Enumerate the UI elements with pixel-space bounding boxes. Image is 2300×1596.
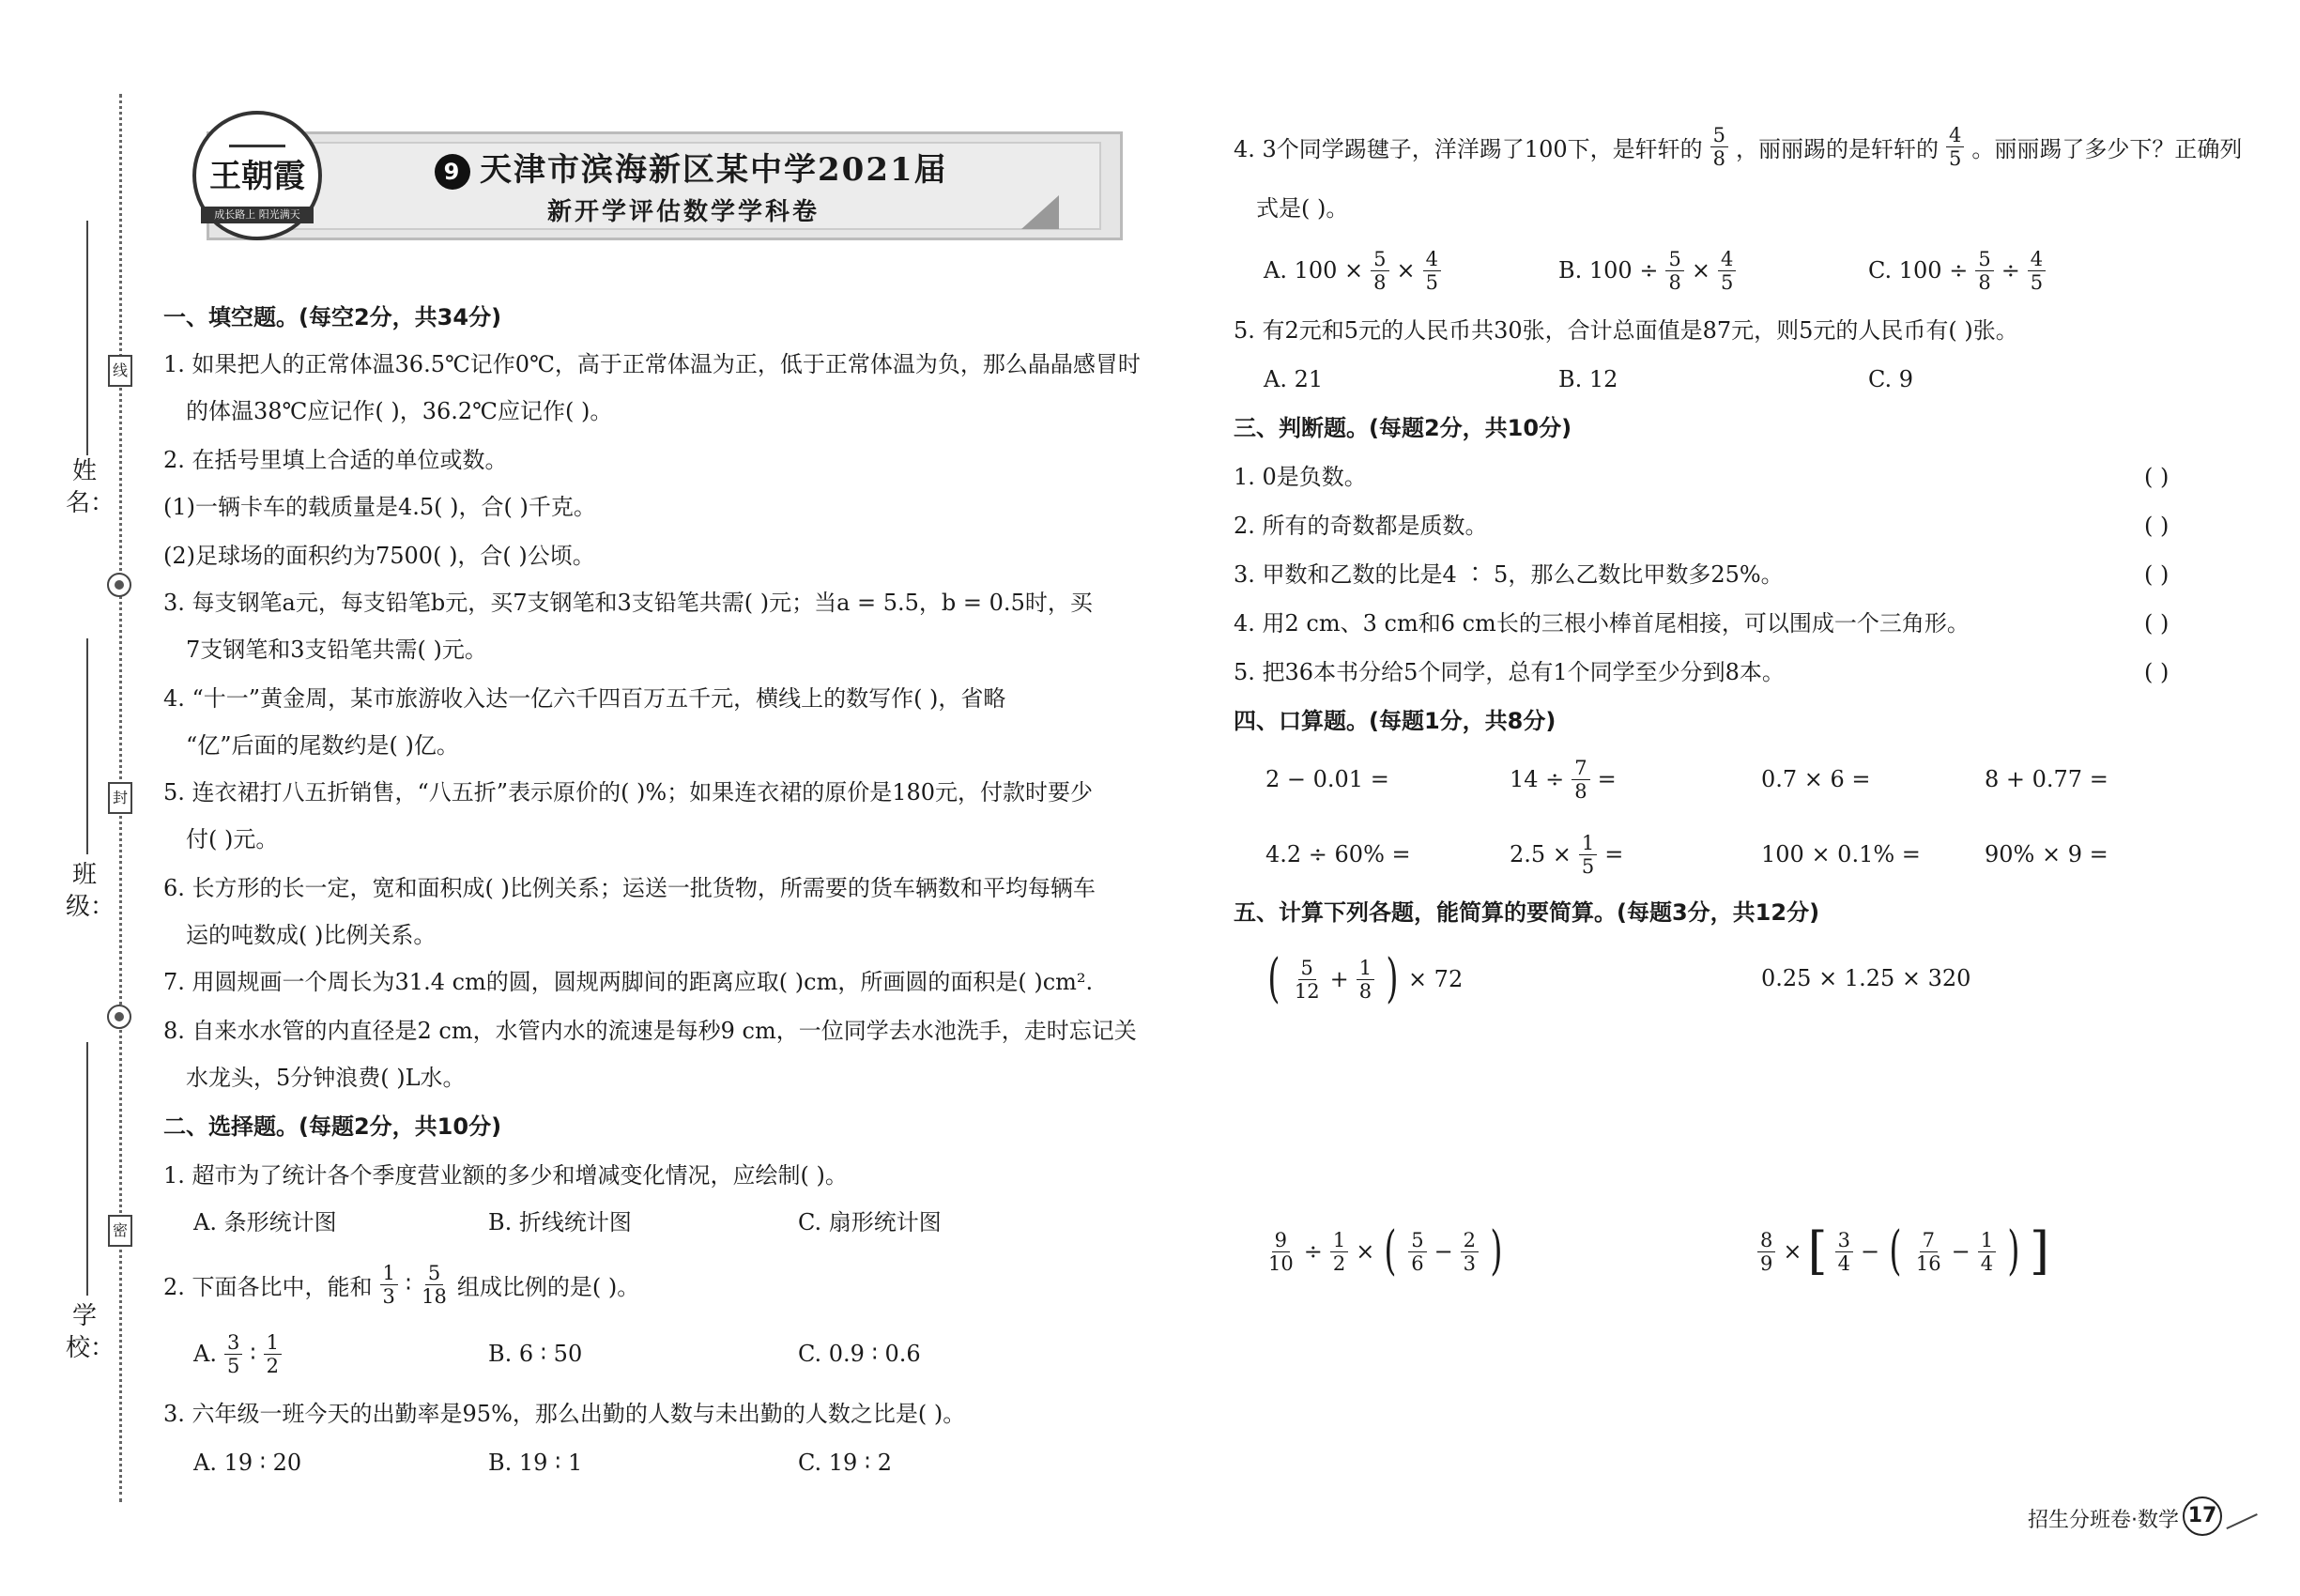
s1-q1-line1: 1. 如果把人的正常体温36.5℃记作0℃，高于正常体温为正，低于正常体温为负，那么晶晶感冒时 bbox=[163, 351, 1141, 377]
school-write-line bbox=[86, 1042, 88, 1296]
s2-q3-option-c: C. 19 ∶ 2 bbox=[798, 1450, 893, 1476]
calc-expression-3: $\frac{9}{10}$ ÷ $\frac{1}{2}$ × ( $\frac{5}{6}$ − $\frac{2}{3}$ ) bbox=[1268, 1220, 1503, 1281]
s2-q4-line2: 式是( )。 bbox=[1256, 195, 1349, 222]
s2-q2-pre: 2. 下面各比中，能和 bbox=[163, 1273, 373, 1300]
s2-q3-option-a: A. 19 ∶ 20 bbox=[193, 1450, 302, 1476]
oral-calc-1: 2 − 0.01 = bbox=[1265, 766, 1389, 792]
s2-q3-option-b: B. 19 ∶ 1 bbox=[488, 1450, 583, 1476]
s2-q4-line1: 4. 3个同学踢毽子，洋洋踢了100下，是轩轩的 $\frac{5}{8}$ ，丽丽踢的是轩轩的 $\frac{4}{5}$ 。丽丽踢了多少下？正确列 bbox=[1234, 123, 2243, 170]
s1-q5-line1: 5. 连衣裙打八五折销售，“八五折”表示原价的( )%；如果连衣裙的原价是180元，付款时要少 bbox=[163, 779, 1094, 806]
s3-item-2: 2. 所有的奇数都是质数。 bbox=[1234, 513, 1488, 539]
s2-q4-option-a: A. 100 × $\frac{5}{8}$ × $\frac{4}{5}$ bbox=[1264, 240, 1443, 300]
s1-q8-line2: 水龙头，5分钟浪费( )L水。 bbox=[186, 1065, 466, 1091]
seal-chip-feng: 封 bbox=[108, 782, 132, 814]
class-label: 班 级： bbox=[66, 861, 115, 921]
exam-title bbox=[435, 144, 1092, 190]
s2-q1-option-c: C. 扇形统计图 bbox=[798, 1209, 942, 1235]
pen-icon bbox=[2222, 1505, 2258, 1529]
oral-calc-8: 90% × 9 = bbox=[1985, 841, 2108, 867]
seal-chip-mi: 密 bbox=[108, 1215, 132, 1247]
logo-ribbon: 成长路上 阳光满天 bbox=[201, 207, 314, 223]
section2-title: 二、选择题。(每题2分，共10分) bbox=[163, 1113, 502, 1140]
name-label: 姓 名： bbox=[66, 457, 115, 517]
s1-q8-line1: 8. 自来水水管的内直径是2 cm，水管内水的流速是每秒9 cm，一位同学去水池洗手，走时忘记关 bbox=[163, 1018, 1137, 1044]
exam-title-text: 天津市滨海新区某中学2021届 bbox=[480, 151, 948, 189]
calc-expression-1: ( $\frac{5}{12}$ + $\frac{1}{8}$ ) × 72 bbox=[1267, 948, 1464, 1009]
name-write-line bbox=[86, 221, 88, 455]
exam-number-badge: 9 bbox=[435, 154, 470, 190]
s1-q7: 7. 用圆规画一个周长为31.4 cm的圆，圆规两脚间的距离应取( )cm，所画圆的面积是( )cm². bbox=[163, 969, 1094, 995]
s2-q4-option-b: B. 100 ÷ $\frac{5}{8}$ × $\frac{4}{5}$ bbox=[1558, 240, 1738, 300]
publisher-logo bbox=[192, 111, 322, 240]
s2-q2-option-b: B. 6 ∶ 50 bbox=[488, 1341, 583, 1367]
oral-calc-5: 4.2 ÷ 60% = bbox=[1265, 841, 1411, 867]
oral-calc-7: 100 × 0.1% = bbox=[1761, 841, 1921, 867]
title-banner bbox=[207, 131, 1123, 240]
calc-expression-2: 0.25 × 1.25 × 320 bbox=[1761, 965, 1971, 991]
calc-expression-4: $\frac{8}{9}$ × [ $\frac{3}{4}$ − ( $\frac{7}{16}$ − $\frac{1}{4}$ ) ] bbox=[1756, 1220, 2049, 1282]
oral-calc-6: 2.5 × $\frac{1}{5}$ = bbox=[1510, 831, 1624, 878]
s2-q4-option-c: C. 100 ÷ $\frac{5}{8}$ ÷ $\frac{4}{5}$ bbox=[1868, 240, 2047, 300]
section3-title: 三、判断题。(每题2分，共10分) bbox=[1234, 415, 1572, 441]
class-write-line bbox=[86, 638, 88, 854]
s2-q5-option-c: C. 9 bbox=[1868, 366, 1914, 392]
oral-calc-3: 0.7 × 6 = bbox=[1761, 766, 1871, 792]
s1-q6-line1: 6. 长方形的长一定，宽和面积成( )比例关系；运送一批货物，所需要的货车辆数和平均每辆车 bbox=[163, 875, 1096, 901]
fraction-1-3: $\frac{1}{3}$ bbox=[380, 1262, 398, 1308]
section5-title: 五、计算下列各题，能简算的要简算。(每题3分，共12分) bbox=[1234, 899, 1820, 926]
s2-q1-option-b: B. 折线统计图 bbox=[488, 1209, 632, 1235]
s3-answer-5[interactable]: ( ) bbox=[2144, 659, 2170, 685]
exam-subtitle: 新开学评估数学学科卷 bbox=[547, 198, 820, 226]
s3-answer-2[interactable]: ( ) bbox=[2144, 513, 2170, 539]
s3-item-5: 5. 把36本书分给5个同学，总有1个同学至少分到8本。 bbox=[1234, 659, 1785, 685]
s2-q5-option-b: B. 12 bbox=[1558, 366, 1618, 392]
s2-q5: 5. 有2元和5元的人民币共30张，合计总面值是87元，则5元的人民币有( )张。 bbox=[1234, 317, 2018, 344]
s1-q5-line2: 付( )元。 bbox=[186, 826, 279, 852]
section4-title: 四、口算题。(每题1分，共8分) bbox=[1234, 708, 1556, 734]
s1-q2-2: (2)足球场的面积约为7500( )，合( )公顷。 bbox=[163, 543, 595, 569]
s3-item-4: 4. 用2 cm、3 cm和6 cm长的三根小棒首尾相接，可以围成一个三角形。 bbox=[1234, 610, 1970, 637]
s3-answer-3[interactable]: ( ) bbox=[2144, 561, 2170, 588]
set-square-icon bbox=[1021, 195, 1059, 229]
s1-q2: 2. 在括号里填上合适的单位或数。 bbox=[163, 447, 508, 473]
binding-hole-icon bbox=[107, 573, 131, 597]
footer-label: 招生分班卷·数学 bbox=[2028, 1509, 2179, 1532]
fraction-5-18: $\frac{5}{18}$ bbox=[422, 1261, 447, 1308]
s3-item-3: 3. 甲数和乙数的比是4 ∶ 5，那么乙数比甲数多25%。 bbox=[1234, 561, 1784, 588]
s1-q4-line1: 4. “十一”黄金周，某市旅游收入达一亿六千四百万五千元，横线上的数写作( )，省略 bbox=[163, 685, 1006, 712]
s1-q6-line2: 运的吨数成( )比例关系。 bbox=[186, 922, 437, 948]
school-label: 学 校： bbox=[66, 1302, 115, 1362]
s2-q5-option-a: A. 21 bbox=[1264, 366, 1324, 392]
s2-q2-option-a: A. $\frac{3}{5}$ ∶ $\frac{1}{2}$ bbox=[193, 1324, 284, 1384]
s1-q2-1: (1)一辆卡车的载质量是4.5( )，合( )千克。 bbox=[163, 494, 596, 520]
s3-answer-4[interactable]: ( ) bbox=[2144, 610, 2170, 637]
s2-q2-option-c: C. 0.9 ∶ 0.6 bbox=[798, 1341, 921, 1367]
s1-q3-line1: 3. 每支钢笔a元，每支铅笔b元，买7支钢笔和3支铅笔共需( )元；当a = 5.5，b = 0.5时，买 bbox=[163, 590, 1093, 616]
s2-q2-post: 组成比例的是( )。 bbox=[456, 1273, 640, 1300]
s3-answer-1[interactable]: ( ) bbox=[2144, 464, 2170, 490]
s2-q1: 1. 超市为了统计各个季度营业额的多少和增减变化情况，应绘制( )。 bbox=[163, 1162, 848, 1189]
crown-icon bbox=[229, 122, 285, 147]
binding-hole-icon bbox=[107, 1005, 131, 1029]
s1-q4-line2: “亿”后面的尾数约是( )亿。 bbox=[186, 732, 459, 759]
seal-chip-xian: 线 bbox=[108, 355, 132, 387]
page-number: 17 bbox=[2183, 1496, 2222, 1536]
s3-item-1: 1. 0是负数。 bbox=[1234, 464, 1367, 490]
oral-calc-4: 8 + 0.77 = bbox=[1985, 766, 2108, 792]
s2-q3: 3. 六年级一班今天的出勤率是95%，那么出勤的人数与未出勤的人数之比是( )。 bbox=[163, 1401, 966, 1427]
logo-text: 王朝霞 bbox=[209, 158, 305, 195]
s2-q2: 2. 下面各比中，能和 $\frac{1}{3}$ ∶ $\frac{5}{18}$ 组成比例的是( )。 bbox=[163, 1261, 640, 1308]
s1-q3-line2: 7支钢笔和3支铅笔共需( )元。 bbox=[186, 637, 487, 663]
s2-q1-option-a: A. 条形统计图 bbox=[193, 1209, 337, 1235]
s1-q1-line2: 的体温38℃应记作( )，36.2℃应记作( )。 bbox=[186, 398, 613, 424]
oral-calc-2: 14 ÷ $\frac{7}{8}$ = bbox=[1510, 756, 1617, 803]
section1-title: 一、填空题。(每空2分，共34分) bbox=[163, 304, 502, 330]
